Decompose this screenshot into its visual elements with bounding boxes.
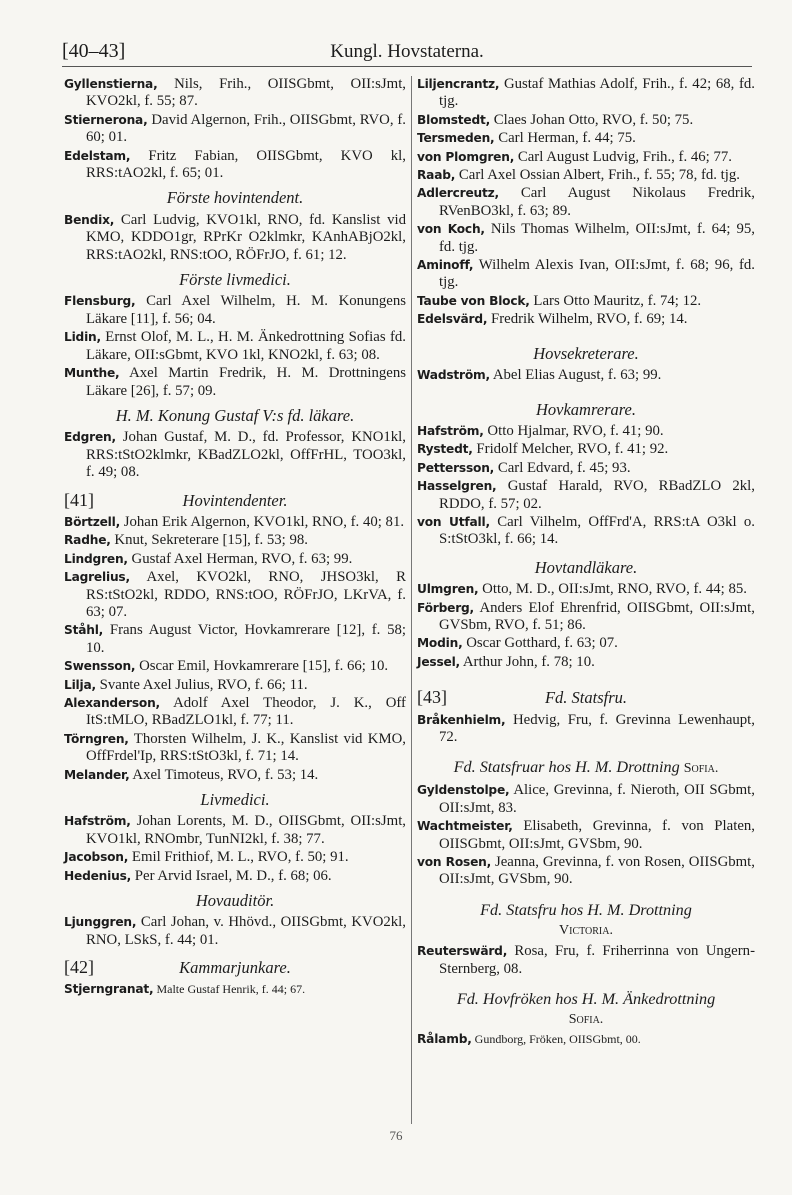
section-number: [41] xyxy=(64,489,94,510)
entry xyxy=(64,329,406,364)
section-heading: Hovsekreterare. xyxy=(533,343,639,363)
numbered-section-heading xyxy=(64,489,406,510)
section-number: [43] xyxy=(417,687,447,708)
entry xyxy=(417,581,755,598)
section-title: Kammarjunkare. xyxy=(179,958,291,978)
entry xyxy=(64,429,406,481)
entry xyxy=(64,551,406,568)
entry-name: Jessel, xyxy=(417,654,460,669)
entry xyxy=(64,569,406,621)
entry xyxy=(417,293,755,310)
section-heading-caps: Sofia. xyxy=(568,1012,604,1028)
entry-name: Adlercreutz, xyxy=(417,186,499,201)
entry-text: Emil Frithiof, M. L., RVO, f. 50; 91. xyxy=(128,849,349,866)
entry-name: von Rosen, xyxy=(417,855,492,870)
entry xyxy=(417,221,755,256)
entry-name: Munthe, xyxy=(64,366,120,381)
entry-text: Carl Axel Wilhelm, H. M. Konungens Läkare [11], f. 56; 04. xyxy=(86,293,406,327)
entry-name: Edelsvärd, xyxy=(417,312,488,327)
entry-name: Hasselgren, xyxy=(417,479,497,494)
entry-text: Carl Edvard, f. 45; 93. xyxy=(494,459,631,476)
entry-name: Hafström, xyxy=(64,814,131,829)
entry-name: Lagrelius, xyxy=(64,570,130,585)
section-heading: Hovtandläkare. xyxy=(534,557,638,577)
entry xyxy=(64,677,406,694)
entry-text: Nils, Frih., OIISGbmt, OII:sJmt, KVO2kl, f. 55; 87. xyxy=(86,76,406,110)
entry-name: Swensson, xyxy=(64,659,136,674)
entry-name: von Utfall, xyxy=(417,514,490,529)
entry-name: Aminoff, xyxy=(417,258,474,273)
entry xyxy=(417,600,755,635)
entry-text: Carl Johan, v. Hhövd., OIISGbmt, KVO2kl, RNO, LSkS, f. 44; 01. xyxy=(86,914,406,948)
entry-text: Carl Axel Ossian Albert, Frih., f. 55; 78, fd. tjg. xyxy=(455,167,741,184)
entry-text: Lars Otto Mauritz, f. 74; 12. xyxy=(529,292,702,309)
entry-text: Jeanna, Grevinna, f. von Rosen, OIISGbmt, OII:sJmt, GVSbm, 90. xyxy=(439,854,755,888)
entry xyxy=(417,460,755,477)
entry xyxy=(64,212,406,264)
column-divider xyxy=(411,76,412,1124)
entry xyxy=(417,782,755,817)
entry-text: Per Arvid Israel, M. D., f. 68; 06. xyxy=(131,867,332,884)
entry xyxy=(64,365,406,400)
entry xyxy=(417,712,755,747)
section-heading: H. M. Konung Gustaf V:s fd. läkare. xyxy=(115,405,355,425)
entry-text: Fridolf Melcher, RVO, f. 41; 92. xyxy=(472,441,669,458)
entry-name: Pettersson, xyxy=(417,460,495,475)
entry-text: Gustaf Axel Herman, RVO, f. 63; 99. xyxy=(127,550,353,567)
heading-caps: Sofia. xyxy=(683,761,719,777)
entry xyxy=(417,514,755,549)
entry xyxy=(417,818,755,853)
section-heading: Livmedici. xyxy=(200,790,270,810)
entry xyxy=(64,731,406,766)
entry-text: Arthur John, f. 78; 10. xyxy=(459,653,595,670)
entry xyxy=(417,854,755,889)
entry xyxy=(417,149,755,166)
entry-name: Ståhl, xyxy=(64,623,104,638)
entry-text: Malte Gustaf Henrik, f. 44; 67. xyxy=(153,981,306,996)
right-column xyxy=(417,76,755,1048)
entry-text: Wilhelm Alexis Ivan, OII:sJmt, f. 68; 96, fd. tjg. xyxy=(439,257,755,291)
entry-text: Hedvig, Fru, f. Grevinna Lewenhaupt, 72. xyxy=(439,711,755,745)
entry-text: David Algernon, Frih., OIISGbmt, RVO, f. 60; 01. xyxy=(86,111,406,146)
entry-name: Taube von Block, xyxy=(417,293,530,308)
entry-text: Johan Gustaf, M. D., fd. Professor, KNO1kl, RRS:tStO2klmkr, KBadZLO2kl, OffFrHL, TOO3kl, f. 49; 08. xyxy=(86,429,406,481)
entry xyxy=(417,478,755,513)
entry xyxy=(64,532,406,549)
entry-text: Johan Erik Algernon, KVO1kl, RNO, f. 40; 81. xyxy=(120,513,405,530)
section-title: Fd. Statsfru. xyxy=(544,688,628,708)
entry-name: Alexanderson, xyxy=(64,696,160,710)
section-heading: Förste hovintendent. xyxy=(166,188,304,208)
entry-text: Knut, Sekreterare [15], f. 53; 98. xyxy=(110,532,308,549)
page-title: Kungl. Hovstaterna. xyxy=(330,41,484,62)
entry-text: Adolf Axel Theodor, J. K., Off ItS:tMLO, RBadZLO1kl, f. 77; 11. xyxy=(86,695,406,729)
entry-text: Oscar Emil, Hovkamrerare [15], f. 66; 10. xyxy=(135,658,389,675)
entry xyxy=(64,658,406,675)
numbered-section-heading xyxy=(417,689,755,706)
entry xyxy=(417,130,755,147)
entry-name: von Plomgren, xyxy=(417,149,515,164)
entry-text: Anders Elof Ehrenfrid, OIISGbmt, OII:sJmt, GVSbm, RVO, f. 51; 86. xyxy=(439,599,755,633)
entry-name: Lidin, xyxy=(64,330,101,345)
entry xyxy=(64,695,406,730)
entry-text: Thorsten Wilhelm, J. K., Kanslist vid KMO, OffFrdel'Ip, RRS:tStO3kl, f. 71; 14. xyxy=(86,730,406,765)
entry xyxy=(417,167,755,184)
entry-name: Förberg, xyxy=(417,600,474,615)
entry-text: Alice, Grevinna, f. Nieroth, OII SGbmt, OII:sJmt, 83. xyxy=(439,782,755,816)
entry-name: Ulmgren, xyxy=(417,582,479,597)
entry xyxy=(417,635,755,652)
entry-name: Liljencrantz, xyxy=(417,77,500,91)
entry xyxy=(64,514,406,531)
entry xyxy=(64,914,406,949)
entry-text: Axel, KVO2kl, RNO, JHSO3kl, R RS:tStO2kl, RDDO, RNS:tOO, RÖFrJO, LKrVA, f. 63; 07. xyxy=(86,569,406,620)
entry xyxy=(417,185,755,220)
entry xyxy=(417,367,755,384)
entry-name: Lilja, xyxy=(64,677,96,692)
entry-name: Stjerngranat, xyxy=(64,981,154,996)
entry xyxy=(417,257,755,292)
entry xyxy=(64,622,406,657)
entry-text: Svante Axel Julius, RVO, f. 66; 11. xyxy=(95,676,308,693)
entry-name: Blomstedt, xyxy=(417,112,491,127)
entry-name: Rålamb, xyxy=(417,1032,472,1047)
entry-name: Edelstam, xyxy=(64,148,131,163)
entry xyxy=(417,654,755,671)
entry-name: Raab, xyxy=(417,168,456,183)
numbered-section-heading xyxy=(64,959,406,976)
entry-text: Ernst Olof, M. L., H. M. Änkedrottning Sofias fd. Läkare, OII:sGbmt, KVO 1kl, KNO2kl, f. 63; 08. xyxy=(86,329,406,363)
entry xyxy=(417,311,755,328)
entry-name: Rystedt, xyxy=(417,442,473,457)
entry-text: Gustaf Harald, RVO, RBadZLO 2kl, RDDO, f. 57; 02. xyxy=(439,478,755,512)
entry-text: Carl Herman, f. 44; 75. xyxy=(494,130,636,147)
entry-name: Tersmeden, xyxy=(417,131,495,146)
entry xyxy=(64,849,406,866)
section-heading xyxy=(417,758,755,778)
section-heading: Fd. Statsfru hos H. M. Drottning xyxy=(480,900,692,919)
page-range: [40–43] xyxy=(62,40,126,62)
entry-name: Reuterswärd, xyxy=(417,944,508,959)
entry xyxy=(64,982,406,997)
section-heading: Hovauditör. xyxy=(195,891,275,911)
entry-name: Gyllenstierna, xyxy=(64,77,158,91)
entry-name: Gyldenstolpe, xyxy=(417,783,510,798)
entry-text: Abel Elias August, f. 63; 99. xyxy=(489,367,662,384)
entry-text: Elisabeth, Grevinna, f. von Platen, OIISGbmt, OII:sJmt, GVSbm, 90. xyxy=(439,818,755,852)
entry-text: Carl August Nikolaus Fredrik, RVenBO3kl, f. 63; 89. xyxy=(439,185,755,219)
entry-text: Carl August Ludvig, Frih., f. 46; 77. xyxy=(514,148,732,165)
entry xyxy=(64,868,406,885)
entry-name: Stiernerona, xyxy=(64,112,148,127)
entry xyxy=(64,767,406,784)
entry-text: Gustaf Mathias Adolf, Frih., f. 42; 68, fd. tjg. xyxy=(439,76,755,110)
section-heading: Hovkamrerare. xyxy=(535,399,637,419)
entry xyxy=(417,441,755,458)
entry-name: Börtzell, xyxy=(64,514,121,529)
entry xyxy=(417,1032,755,1047)
entry-text: Johan Lorents, M. D., OIISGbmt, OII:sJmt, KVO1kl, RNOmbr, TunNI2kl, f. 38; 77. xyxy=(86,813,406,847)
entry-text: Gundborg, Fröken, OIISGbmt, 00. xyxy=(471,1032,641,1047)
entry xyxy=(64,148,406,183)
entry-text: Axel Martin Fredrik, H. M. Drottningens Läkare [26], f. 57; 09. xyxy=(86,365,406,399)
entry-text: Otto, M. D., OII:sJmt, RNO, RVO, f. 44; 85. xyxy=(478,581,747,598)
entry-name: Wadström, xyxy=(417,368,490,383)
entry xyxy=(64,293,406,328)
entry-text: Carl Vilhelm, OffFrd'A, RRS:tA O3kl o. S:tStO3kl, f. 66; 14. xyxy=(439,513,755,548)
entry-name: Modin, xyxy=(417,636,463,651)
entry xyxy=(417,943,755,978)
section-title: Hovintendenter. xyxy=(182,490,288,510)
entry-text: Nils Thomas Wilhelm, OII:sJmt, f. 64; 95, fd. tjg. xyxy=(439,221,755,255)
entry-text: Otto Hjalmar, RVO, f. 41; 90. xyxy=(483,422,664,439)
entry-name: Törngren, xyxy=(64,731,129,746)
entry xyxy=(64,112,406,147)
entry-name: Hafström, xyxy=(417,423,484,438)
entry-name: Hedenius, xyxy=(64,868,132,883)
section-heading: Förste livmedici. xyxy=(179,270,291,290)
entry-name: von Koch, xyxy=(417,222,485,237)
entry-name: Bråkenhielm, xyxy=(417,712,506,727)
entry-name: Bendix, xyxy=(64,212,115,227)
entry-name: Wachtmeister, xyxy=(417,819,513,834)
entry-name: Jacobson, xyxy=(64,850,129,865)
section-heading: Fd. Hovfröken hos H. M. Änkedrottning xyxy=(456,990,716,1009)
entry-name: Lindgren, xyxy=(64,551,128,566)
running-header xyxy=(62,40,752,67)
entry xyxy=(417,112,755,129)
entry-name: Melander, xyxy=(64,767,130,782)
entry-name: Radhe, xyxy=(64,533,111,548)
entry xyxy=(64,76,406,111)
entry-text: Fredrik Wilhelm, RVO, f. 69; 14. xyxy=(487,311,688,328)
entry-name: Flensburg, xyxy=(64,294,136,309)
entry xyxy=(417,423,755,440)
heading-italic: Fd. Statsfruar hos H. M. Drottning xyxy=(453,758,680,777)
page-number: 76 xyxy=(389,1128,403,1143)
entry-text: Claes Johan Otto, RVO, f. 50; 75. xyxy=(490,111,694,128)
entry xyxy=(417,76,755,111)
entry-text: Carl Ludvig, KVO1kl, RNO, fd. Kanslist vid KMO, KDDO1gr, RPrKr O2klmkr, KAnhABjO2kl, RRS:tAO2kl, RNS:tOO, RÖFrJO, f. 61; 12. xyxy=(86,211,406,263)
entry xyxy=(64,813,406,848)
entry-text: Frans August Victor, Hovkamrerare [12], f. 58; 10. xyxy=(86,622,406,656)
entry-name: Edgren, xyxy=(64,430,116,445)
left-column xyxy=(64,76,406,998)
entry-name: Ljunggren, xyxy=(64,915,137,930)
section-number: [42] xyxy=(64,957,94,978)
entry-text: Fritz Fabian, OIISGbmt, KVO kl, RRS:tAO2kl, f. 65; 01. xyxy=(86,147,406,182)
section-heading-caps: Victoria. xyxy=(559,922,613,938)
entry-text: Axel Timoteus, RVO, f. 53; 14. xyxy=(129,766,319,783)
entry-text: Oscar Gotthard, f. 63; 07. xyxy=(462,635,618,652)
entry-text: Rosa, Fru, f. Friherrinna von Ungern-Sternberg, 08. xyxy=(439,943,755,977)
